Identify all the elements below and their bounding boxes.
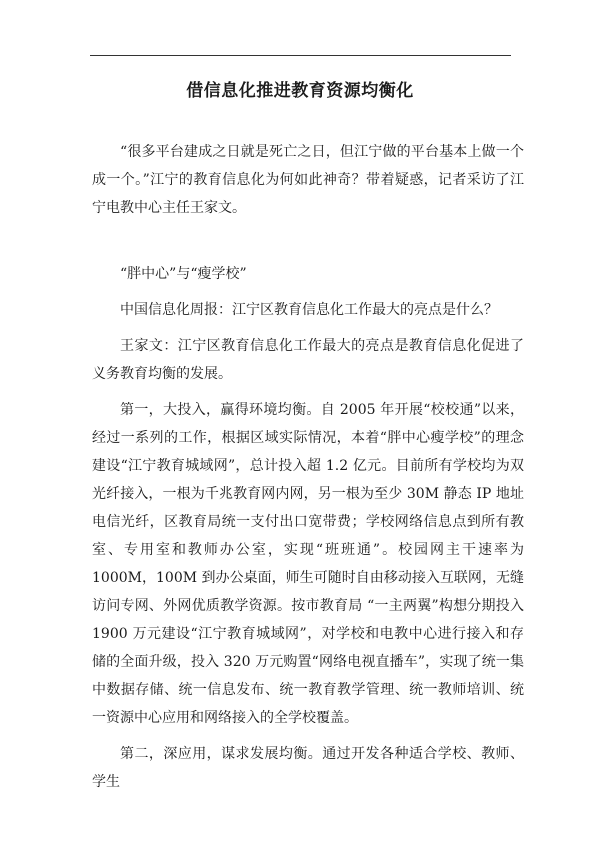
point-two-paragraph: 第二，深应用，谋求发展均衡。通过开发各种适合学校、教师、学生 [92,746,524,790]
section-heading: “胖中心”与“瘦学校” [120,266,247,282]
answer-paragraph: 王家文：江宁区教育信息化工作最大的亮点是教育信息化促进了义务教育均衡的发展。 [92,338,524,382]
intro-paragraph: “很多平台建成之日就是死亡之日，但江宁做的平台基本上做一个成一个。”江宁的教育信息化为何如此神奇？带着疑惑，记者采访了江宁电教中心主任王家文。 [92,144,524,216]
point-one-paragraph: 第一，大投入，赢得环境均衡。自 2005 年开展“校校通”以来，经过一系列的工作，根据区域实际情况，本着“胖中心瘦学校”的理念建设“江宁教育城域网”，总计投入超 1.2 亿元。目前所有学校均为双光纤接入，一根为千兆教育网内网，另一根为至少 30M 静态 IP 地址电信光纤，区教育局统一支付出口宽带费；学校网络信息点到所有教室、专用室和教师办公室，实现“班班通”。校园网主干速率为 1000M，100M 到办公桌面，师生可随时自由移动接入互联网，无缝访问专网、外网优质教学资源。按市教育局 “一主两翼”构想分期投入 1900 万元建设“江宁教育城域网”，对学校和电教中心进行接入和存储的全面升级，投入 320 万元购置“网络电视直播车”，实现了统一集中数据存储、统一信息发布、统一教育教学管理、统一教师培训、统一资源中心应用和网络接入的全学校覆盖。 [92,402,524,726]
document-body [92,138,524,796]
header-rule [90,55,511,56]
question-paragraph: 中国信息化周报：江宁区教育信息化工作最大的亮点是什么？ [120,302,498,318]
document-title: 借信息化推进教育资源均衡化 [186,81,414,101]
